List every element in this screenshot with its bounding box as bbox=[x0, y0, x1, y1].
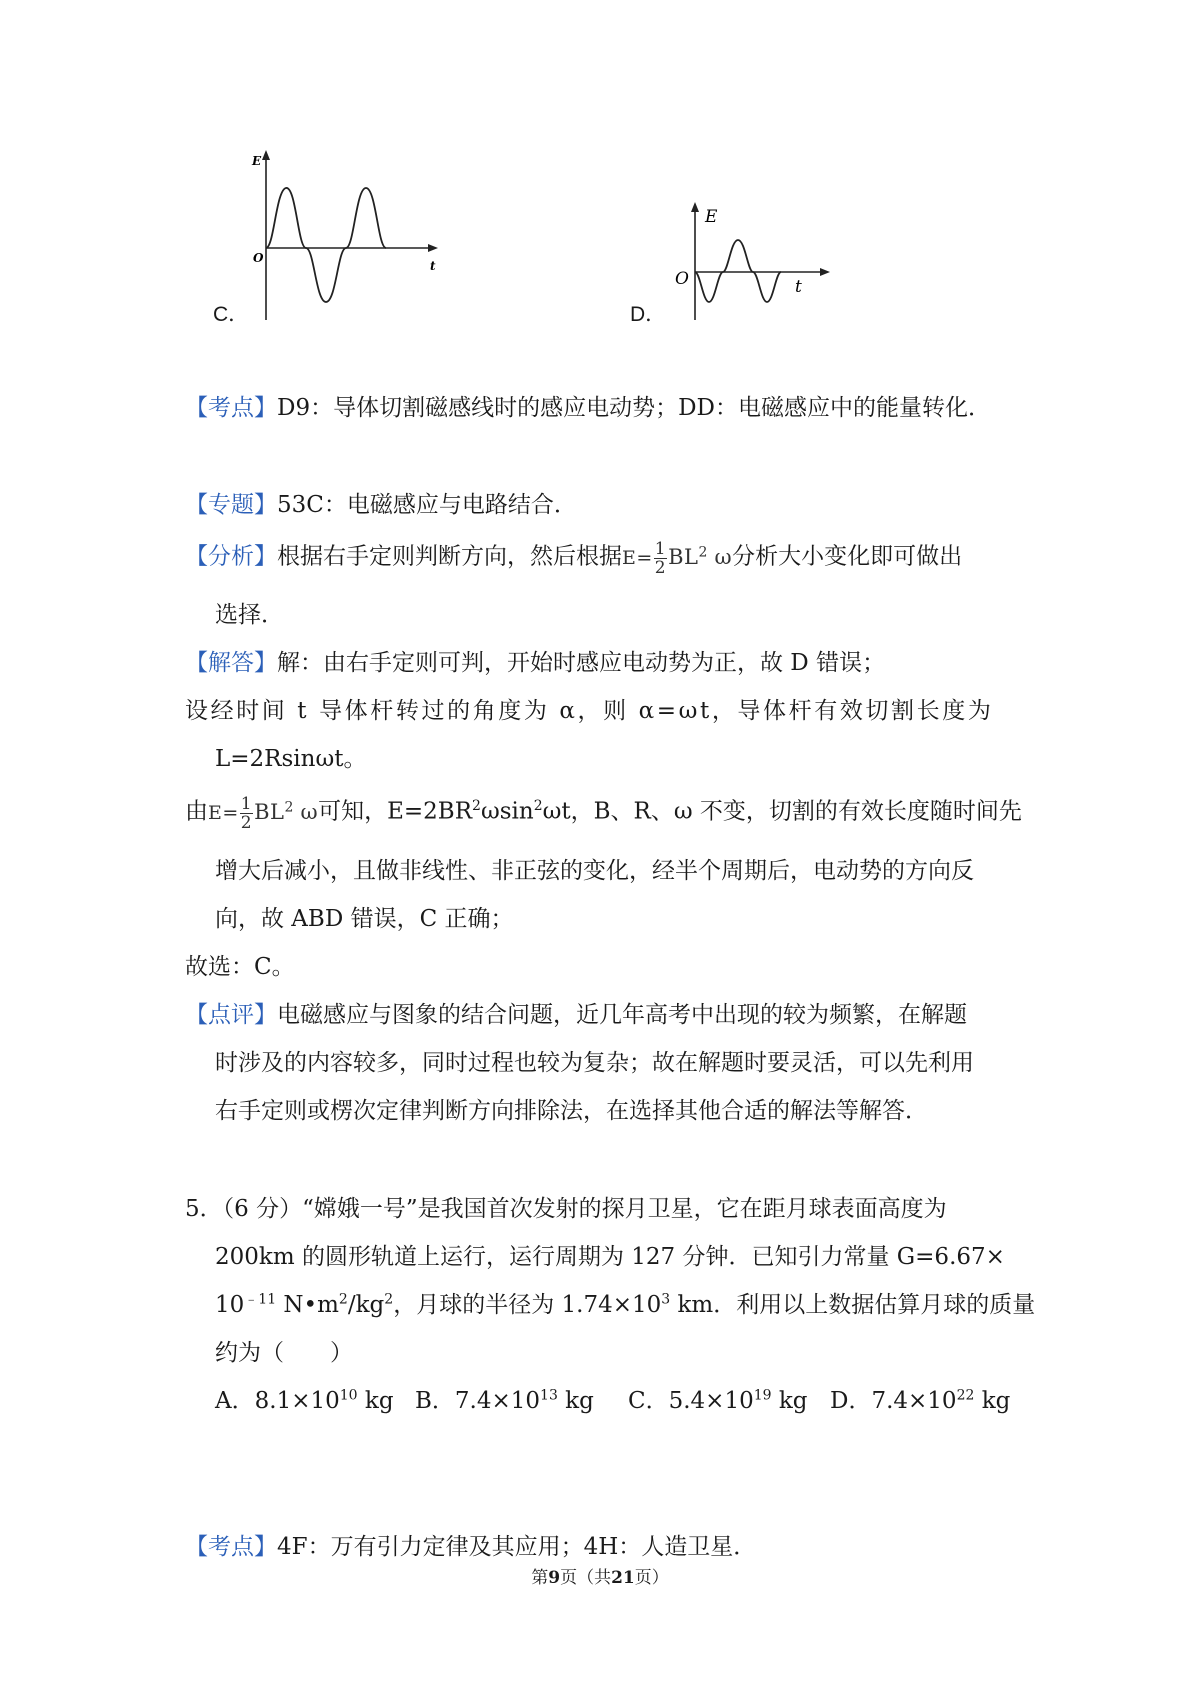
dianping-line3: 右手定则或楞次定律判断方向排除法，在选择其他合适的解法等解答． bbox=[215, 1098, 928, 1124]
graph-c-t-arrow bbox=[428, 244, 438, 252]
graph-d-waveform bbox=[695, 240, 781, 302]
dianping-line2: 时涉及的内容较多，同时过程也较为复杂；故在解题时要灵活，可以先利用 bbox=[215, 1050, 974, 1076]
q5-line3: $10^{﹣11}$ $N•m^2/kg^2$，月球的半径为 $1.74\times 10^3$ km．利用以上数据估算月球的质量 bbox=[215, 1291, 1036, 1318]
graph-d-t-arrow bbox=[820, 268, 830, 276]
graph-c-waveform bbox=[266, 188, 386, 302]
q5-line1: 5．（6 分）“嫦娥一号”是我国首次发射的探月卫星，它在距月球表面高度为 bbox=[185, 1196, 947, 1222]
q5-option-c[interactable]: C．$5.4\times 10^{19}$ kg bbox=[628, 1387, 808, 1414]
kaodian-text: D9：导体切割磁感线时的感应电动势；DD：电磁感应中的能量转化． bbox=[277, 395, 991, 421]
fenxi-text-before: 根据右手定则判断方向，然后根据 bbox=[277, 543, 622, 570]
fenxi-text-after: 分析大小变化即可做出 bbox=[732, 543, 963, 570]
graph-d-e-label: E bbox=[705, 207, 718, 227]
graph-c-t-label: t bbox=[430, 259, 436, 273]
fenxi-tag: 【分析】 bbox=[185, 543, 277, 570]
jieda-line3: L=2Rsinωt。 bbox=[215, 746, 367, 772]
graph-c-e-arrow bbox=[262, 150, 270, 160]
kaodian-q4 bbox=[185, 393, 991, 423]
option-c-label: C． bbox=[213, 303, 250, 326]
graph-d-t-label: t bbox=[795, 277, 802, 297]
zhuanti-q4 bbox=[185, 490, 577, 520]
jieda-line2: 设经时间 t 导体杆转过的角度为 α，则 α=ωt，导体杆有效切割长度为 bbox=[185, 698, 994, 724]
q5-line2: 200km 的圆形轨道上运行，运行周期为 127 分钟．已知引力常量 G=6.67× bbox=[215, 1244, 1005, 1270]
page-number: 9 bbox=[548, 1568, 561, 1588]
jieda-line7: 故选：C。 bbox=[185, 954, 295, 980]
graph-c bbox=[240, 150, 440, 325]
formula-emf: E= $\frac{1}{2}$ $BL^2$ ω bbox=[622, 539, 733, 578]
graph-d-e-arrow bbox=[691, 202, 699, 212]
jieda-line5: 增大后减小，且做非线性、非正弦的变化，经半个周期后，电动势的方向反 bbox=[215, 858, 974, 884]
option-d-label: D． bbox=[630, 303, 667, 326]
q5-number: 5． bbox=[185, 1196, 223, 1222]
kaodian-q5-tag: 【考点】 bbox=[185, 1534, 277, 1560]
fenxi-line1 bbox=[185, 540, 962, 577]
kaodian-tag: 【考点】 bbox=[185, 395, 277, 421]
formula-emf-2: E= $\frac{1}{2}$ $BL^2$ ω bbox=[208, 794, 319, 833]
jieda-tag: 【解答】 bbox=[185, 650, 277, 676]
q5-line4: 约为（ ） bbox=[215, 1340, 353, 1366]
graph-d bbox=[665, 200, 835, 325]
graph-c-e-label: E bbox=[252, 154, 262, 168]
kaodian-q5 bbox=[185, 1532, 756, 1562]
kaodian-q5-text: 4F：万有引力定律及其应用；4H：人造卫星． bbox=[277, 1534, 757, 1560]
jieda-line6: 向，故 ABD 错误，C 正确； bbox=[215, 906, 514, 932]
q5-option-a[interactable]: A．$8.1\times 10^{10}$ kg bbox=[215, 1387, 394, 1414]
jieda-line1: 【解答】解：由右手定则可判，开始时感应电动势为正，故 D 错误； bbox=[185, 650, 886, 676]
page-footer: 第9页（共21页） bbox=[531, 1568, 669, 1588]
graph-c-o-label: O bbox=[253, 251, 264, 265]
graph-d-o-label: O bbox=[675, 269, 689, 289]
q5-option-d[interactable]: D．$7.4\times 10^{22}$ kg bbox=[830, 1387, 1011, 1414]
zhuanti-text: 53C：电磁感应与电路结合． bbox=[277, 492, 577, 518]
page-total: 21 bbox=[611, 1568, 635, 1588]
zhuanti-tag: 【专题】 bbox=[185, 492, 277, 518]
dianping-line1: 【点评】电磁感应与图象的结合问题，近几年高考中出现的较为频繁，在解题 bbox=[185, 1002, 967, 1028]
fenxi-line2: 选择． bbox=[215, 602, 284, 628]
dianping-tag: 【点评】 bbox=[185, 1002, 277, 1028]
q5-option-b[interactable]: B．$7.4\times 10^{13}$ kg bbox=[415, 1387, 594, 1414]
jieda-line4: 由E= $\frac{1}{2}$ $BL^2$ ω可知，$E=2BR^2\omega\sin^2\omega t$，B、R、ω 不变，切割的有效长度随时间先 bbox=[185, 794, 1022, 833]
